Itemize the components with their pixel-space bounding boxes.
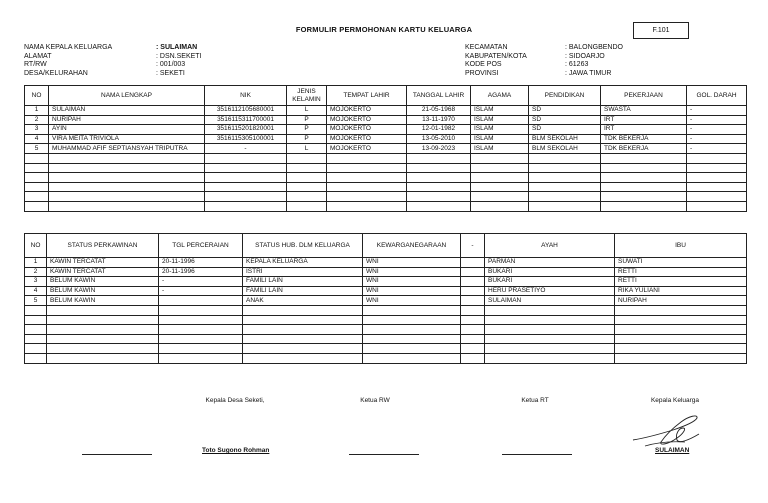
empty-cell xyxy=(205,153,287,163)
header-field-label: KECAMATAN xyxy=(465,44,508,51)
empty-cell xyxy=(25,192,49,202)
empty-row xyxy=(25,353,747,363)
table-row xyxy=(25,144,747,154)
empty-cell xyxy=(529,163,601,173)
empty-cell xyxy=(471,182,529,192)
table-cell: L xyxy=(287,106,327,116)
empty-cell xyxy=(287,192,327,202)
kades-name: Toto Sugono Rohman xyxy=(202,447,270,454)
table-cell: BELUM KAWIN xyxy=(47,286,159,296)
kk-name: SULAIMAN xyxy=(655,447,690,454)
header-field xyxy=(24,44,202,53)
empty-cell xyxy=(529,182,601,192)
empty-cell xyxy=(615,344,747,354)
header-field xyxy=(465,61,623,70)
empty-cell xyxy=(287,201,327,211)
table-cell: KAWIN TERCATAT xyxy=(47,267,159,277)
table-cell: WNI xyxy=(363,277,461,287)
empty-row xyxy=(25,334,747,344)
table-cell: 3 xyxy=(25,277,47,287)
empty-cell xyxy=(363,305,461,315)
empty-row xyxy=(25,305,747,315)
table-cell: RETTI xyxy=(615,267,747,277)
table-row xyxy=(25,115,747,125)
table-cell: - xyxy=(687,134,747,144)
rw-signature-line xyxy=(349,454,419,455)
empty-cell xyxy=(407,163,471,173)
table-row xyxy=(25,267,747,277)
table-cell: BUKARI xyxy=(485,277,615,287)
header-field-value: : SEKETI xyxy=(156,69,185,77)
empty-cell xyxy=(47,344,159,354)
empty-cell xyxy=(601,182,687,192)
table-cell: WNI xyxy=(363,286,461,296)
header-field-label: DESA/KELURAHAN xyxy=(24,69,88,77)
empty-cell xyxy=(687,173,747,183)
empty-row xyxy=(25,325,747,335)
empty-cell xyxy=(471,163,529,173)
header-field-value: : BALONGBENDO xyxy=(565,44,623,51)
empty-cell xyxy=(49,192,205,202)
table-cell: 1 xyxy=(25,106,49,116)
header-field xyxy=(465,70,623,79)
table-cell: ISTRI xyxy=(243,267,363,277)
empty-cell xyxy=(461,305,485,315)
table-cell: MOJOKERTO xyxy=(327,115,407,125)
column-header: TANGGAL LAHIR xyxy=(407,86,471,106)
empty-cell xyxy=(687,153,747,163)
empty-cell xyxy=(485,344,615,354)
header-field-value: : SIDOARJO xyxy=(565,52,605,60)
column-header: AGAMA xyxy=(471,86,529,106)
table-cell: 3 xyxy=(25,125,49,135)
empty-cell xyxy=(615,305,747,315)
table-cell: 3516115311700001 xyxy=(205,115,287,125)
empty-cell xyxy=(485,305,615,315)
table-cell: RIKA YULIANI xyxy=(615,286,747,296)
empty-cell xyxy=(25,182,49,192)
table-cell: 5 xyxy=(25,144,49,154)
table-cell: 4 xyxy=(25,286,47,296)
table-cell: SD xyxy=(529,106,601,116)
empty-cell xyxy=(49,182,205,192)
table-cell: - xyxy=(687,144,747,154)
table-cell: RETTI xyxy=(615,277,747,287)
table-cell: 2 xyxy=(25,267,47,277)
table-cell: SUWATI xyxy=(615,258,747,268)
empty-cell xyxy=(243,344,363,354)
empty-cell xyxy=(159,325,243,335)
empty-cell xyxy=(485,353,615,363)
empty-cell xyxy=(205,163,287,173)
header-field-label: KABUPATEN/KOTA xyxy=(465,52,527,60)
empty-cell xyxy=(461,344,485,354)
empty-cell xyxy=(159,305,243,315)
empty-cell xyxy=(47,325,159,335)
empty-cell xyxy=(327,182,407,192)
table-cell: ISLAM xyxy=(471,144,529,154)
table-cell: MUHAMMAD AFIF SEPTIANSYAH TRIPUTRA xyxy=(49,144,205,154)
empty-cell xyxy=(529,201,601,211)
form-code-box: F.101 xyxy=(633,22,689,39)
empty-cell xyxy=(615,334,747,344)
table-row xyxy=(25,286,747,296)
empty-cell xyxy=(25,334,47,344)
empty-cell xyxy=(25,201,49,211)
table-cell: NURIPAH xyxy=(615,296,747,306)
column-header: PENDIDIKAN xyxy=(529,86,601,106)
empty-cell xyxy=(601,153,687,163)
table-cell: MOJOKERTO xyxy=(327,106,407,116)
table-cell: 3516115305100001 xyxy=(205,134,287,144)
header-field xyxy=(24,53,202,62)
column-header: TEMPAT LAHIR xyxy=(327,86,407,106)
table-cell: - xyxy=(159,286,243,296)
header-right-info xyxy=(465,44,623,78)
empty-cell xyxy=(363,353,461,363)
table-cell xyxy=(461,286,485,296)
kk-label: Kepala Keluarga xyxy=(650,397,700,404)
table-cell: 13-09-2023 xyxy=(407,144,471,154)
empty-cell xyxy=(49,163,205,173)
empty-cell xyxy=(25,325,47,335)
table-cell xyxy=(461,258,485,268)
table-cell: - xyxy=(159,277,243,287)
table-cell: PARMAN xyxy=(485,258,615,268)
column-header: NO xyxy=(25,234,47,258)
empty-cell xyxy=(327,201,407,211)
empty-cell xyxy=(407,192,471,202)
column-header: PEKERJAAN xyxy=(601,86,687,106)
empty-cell xyxy=(615,315,747,325)
table-cell: SULAIMAN xyxy=(49,106,205,116)
table-row xyxy=(25,106,747,116)
table-cell: BELUM KAWIN xyxy=(47,296,159,306)
table-cell: BUKARI xyxy=(485,267,615,277)
table-cell: 13-05-2010 xyxy=(407,134,471,144)
empty-cell xyxy=(159,315,243,325)
table-cell: ANAK xyxy=(243,296,363,306)
empty-cell xyxy=(25,173,49,183)
empty-cell xyxy=(243,325,363,335)
empty-cell xyxy=(25,344,47,354)
table-cell: P xyxy=(287,115,327,125)
empty-cell xyxy=(687,201,747,211)
header-field-value: : 001/003 xyxy=(156,61,186,69)
family-members-table xyxy=(24,85,747,212)
table-cell: FAMILI LAIN xyxy=(243,286,363,296)
empty-cell xyxy=(471,192,529,202)
table-cell: IRT xyxy=(601,125,687,135)
header-field xyxy=(24,70,202,79)
table-cell: 2 xyxy=(25,115,49,125)
table-cell: ISLAM xyxy=(471,106,529,116)
empty-cell xyxy=(615,325,747,335)
empty-cell xyxy=(243,315,363,325)
empty-cell xyxy=(49,201,205,211)
column-header: JENIS KELAMIN xyxy=(287,86,327,106)
column-header: GOL. DARAH xyxy=(687,86,747,106)
empty-cell xyxy=(25,353,47,363)
table-cell: 21-05-1968 xyxy=(407,106,471,116)
empty-cell xyxy=(601,163,687,173)
table-cell: SD xyxy=(529,125,601,135)
rt-label: Ketua RT xyxy=(521,397,549,404)
empty-cell xyxy=(687,163,747,173)
table-cell: MOJOKERTO xyxy=(327,144,407,154)
empty-cell xyxy=(49,153,205,163)
header-field xyxy=(465,44,623,53)
empty-cell xyxy=(205,192,287,202)
empty-cell xyxy=(205,173,287,183)
table-cell xyxy=(461,296,485,306)
column-header: KEWARGANEGARAAN xyxy=(363,234,461,258)
table-cell: MOJOKERTO xyxy=(327,134,407,144)
table-cell: WNI xyxy=(363,267,461,277)
header-field-value: : JAWA TIMUR xyxy=(565,69,612,77)
empty-cell xyxy=(461,353,485,363)
empty-cell xyxy=(601,173,687,183)
header-field xyxy=(465,53,623,62)
table-cell: SWASTA xyxy=(601,106,687,116)
table-cell: L xyxy=(287,144,327,154)
family-status-table xyxy=(24,233,747,364)
empty-cell xyxy=(461,315,485,325)
column-header: NIK xyxy=(205,86,287,106)
column-header: AYAH xyxy=(485,234,615,258)
empty-cell xyxy=(407,153,471,163)
table-cell: KAWIN TERCATAT xyxy=(47,258,159,268)
table-row xyxy=(25,277,747,287)
table-cell xyxy=(461,267,485,277)
empty-row xyxy=(25,201,747,211)
empty-cell xyxy=(687,192,747,202)
table-cell: 12-01-1982 xyxy=(407,125,471,135)
empty-cell xyxy=(363,344,461,354)
table-cell: - xyxy=(205,144,287,154)
empty-cell xyxy=(327,192,407,202)
table-cell xyxy=(461,277,485,287)
table-cell: 3516115201820001 xyxy=(205,125,287,135)
table-cell: SULAIMAN xyxy=(485,296,615,306)
empty-cell xyxy=(287,182,327,192)
empty-cell xyxy=(25,163,49,173)
empty-cell xyxy=(287,173,327,183)
table-cell: - xyxy=(687,106,747,116)
kades-signature-line xyxy=(82,454,152,455)
empty-cell xyxy=(327,173,407,183)
table-cell: AYIN xyxy=(49,125,205,135)
table-cell: 5 xyxy=(25,296,47,306)
empty-cell xyxy=(327,153,407,163)
empty-cell xyxy=(243,353,363,363)
empty-cell xyxy=(25,315,47,325)
empty-cell xyxy=(407,173,471,183)
table-cell: BELUM KAWIN xyxy=(47,277,159,287)
empty-cell xyxy=(25,153,49,163)
empty-cell xyxy=(529,192,601,202)
header-field-value: : SULAIMAN xyxy=(156,44,198,51)
empty-cell xyxy=(205,201,287,211)
table-cell: HERU PRASETIYO xyxy=(485,286,615,296)
empty-cell xyxy=(287,163,327,173)
table-cell: ISLAM xyxy=(471,125,529,135)
empty-cell xyxy=(363,315,461,325)
column-header: NAMA LENGKAP xyxy=(49,86,205,106)
empty-row xyxy=(25,182,747,192)
empty-cell xyxy=(159,344,243,354)
empty-row xyxy=(25,163,747,173)
form-title: FORMULIR PERMOHONAN KARTU KELUARGA xyxy=(295,25,473,34)
column-header: STATUS HUB. DLM KELUARGA xyxy=(243,234,363,258)
empty-row xyxy=(25,173,747,183)
empty-cell xyxy=(287,153,327,163)
empty-cell xyxy=(461,325,485,335)
table-cell: KEPALA KELUARGA xyxy=(243,258,363,268)
empty-cell xyxy=(471,201,529,211)
table-cell xyxy=(159,296,243,306)
empty-cell xyxy=(601,201,687,211)
empty-cell xyxy=(461,334,485,344)
empty-cell xyxy=(243,305,363,315)
table-cell: WNI xyxy=(363,258,461,268)
empty-cell xyxy=(47,315,159,325)
header-field-value: : DSN.SEKETI xyxy=(156,52,202,60)
table-cell: SD xyxy=(529,115,601,125)
empty-cell xyxy=(159,334,243,344)
table-cell: TDK BEKERJA xyxy=(601,134,687,144)
table-cell: 1 xyxy=(25,258,47,268)
empty-cell xyxy=(601,192,687,202)
empty-cell xyxy=(47,334,159,344)
empty-row xyxy=(25,192,747,202)
column-header: STATUS PERKAWINAN xyxy=(47,234,159,258)
table-cell: MOJOKERTO xyxy=(327,125,407,135)
kades-label: Kepala Desa Seketi, xyxy=(205,397,265,404)
empty-cell xyxy=(529,153,601,163)
column-header: NO xyxy=(25,86,49,106)
empty-row xyxy=(25,315,747,325)
table-row xyxy=(25,125,747,135)
table-cell: - xyxy=(687,115,747,125)
empty-cell xyxy=(615,353,747,363)
empty-cell xyxy=(47,353,159,363)
table-cell: NURIPAH xyxy=(49,115,205,125)
table-cell: TDK BEKERJA xyxy=(601,144,687,154)
column-header: - xyxy=(461,234,485,258)
empty-cell xyxy=(471,153,529,163)
column-header: TGL PERCERAIAN xyxy=(159,234,243,258)
empty-cell xyxy=(49,173,205,183)
empty-cell xyxy=(687,182,747,192)
empty-cell xyxy=(363,334,461,344)
empty-cell xyxy=(485,325,615,335)
header-field-label: KODE POS xyxy=(465,61,502,69)
table-cell: BLM SEKOLAH xyxy=(529,144,601,154)
table-cell: - xyxy=(687,125,747,135)
rt-signature-line xyxy=(502,454,572,455)
rw-label: Ketua RW xyxy=(360,397,390,404)
signature-mark xyxy=(625,410,705,450)
table-cell: P xyxy=(287,125,327,135)
empty-cell xyxy=(205,182,287,192)
header-field-label: NAMA KEPALA KELUARGA xyxy=(24,44,113,51)
table-cell: ISLAM xyxy=(471,134,529,144)
table-row xyxy=(25,134,747,144)
empty-cell xyxy=(159,353,243,363)
empty-row xyxy=(25,153,747,163)
empty-cell xyxy=(485,334,615,344)
table-cell: 13-11-1970 xyxy=(407,115,471,125)
table-cell: ISLAM xyxy=(471,115,529,125)
empty-cell xyxy=(363,325,461,335)
table-cell: VIRA MEITA TRIVIOLA xyxy=(49,134,205,144)
table-cell: 20-11-1996 xyxy=(159,258,243,268)
table-cell: P xyxy=(287,134,327,144)
empty-cell xyxy=(471,173,529,183)
table-cell: IRT xyxy=(601,115,687,125)
table-cell: 4 xyxy=(25,134,49,144)
empty-cell xyxy=(47,305,159,315)
table-cell: 3516112105680001 xyxy=(205,106,287,116)
table-row xyxy=(25,258,747,268)
empty-cell xyxy=(407,201,471,211)
empty-cell xyxy=(327,163,407,173)
empty-cell xyxy=(25,305,47,315)
header-field-label: RT/RW xyxy=(24,61,47,69)
table-cell: BLM SEKOLAH xyxy=(529,134,601,144)
header-field-label: ALAMAT xyxy=(24,52,52,60)
table-cell: 20-11-1996 xyxy=(159,267,243,277)
table-cell: WNI xyxy=(363,296,461,306)
empty-cell xyxy=(529,173,601,183)
table-row xyxy=(25,296,747,306)
header-left-info xyxy=(24,44,202,78)
table-cell: FAMILI LAIN xyxy=(243,277,363,287)
header-field xyxy=(24,61,202,70)
header-field-value: : 61263 xyxy=(565,61,589,69)
header-field-label: PROVINSI xyxy=(465,69,499,77)
empty-cell xyxy=(485,315,615,325)
empty-cell xyxy=(243,334,363,344)
column-header: IBU xyxy=(615,234,747,258)
empty-row xyxy=(25,344,747,354)
empty-cell xyxy=(407,182,471,192)
